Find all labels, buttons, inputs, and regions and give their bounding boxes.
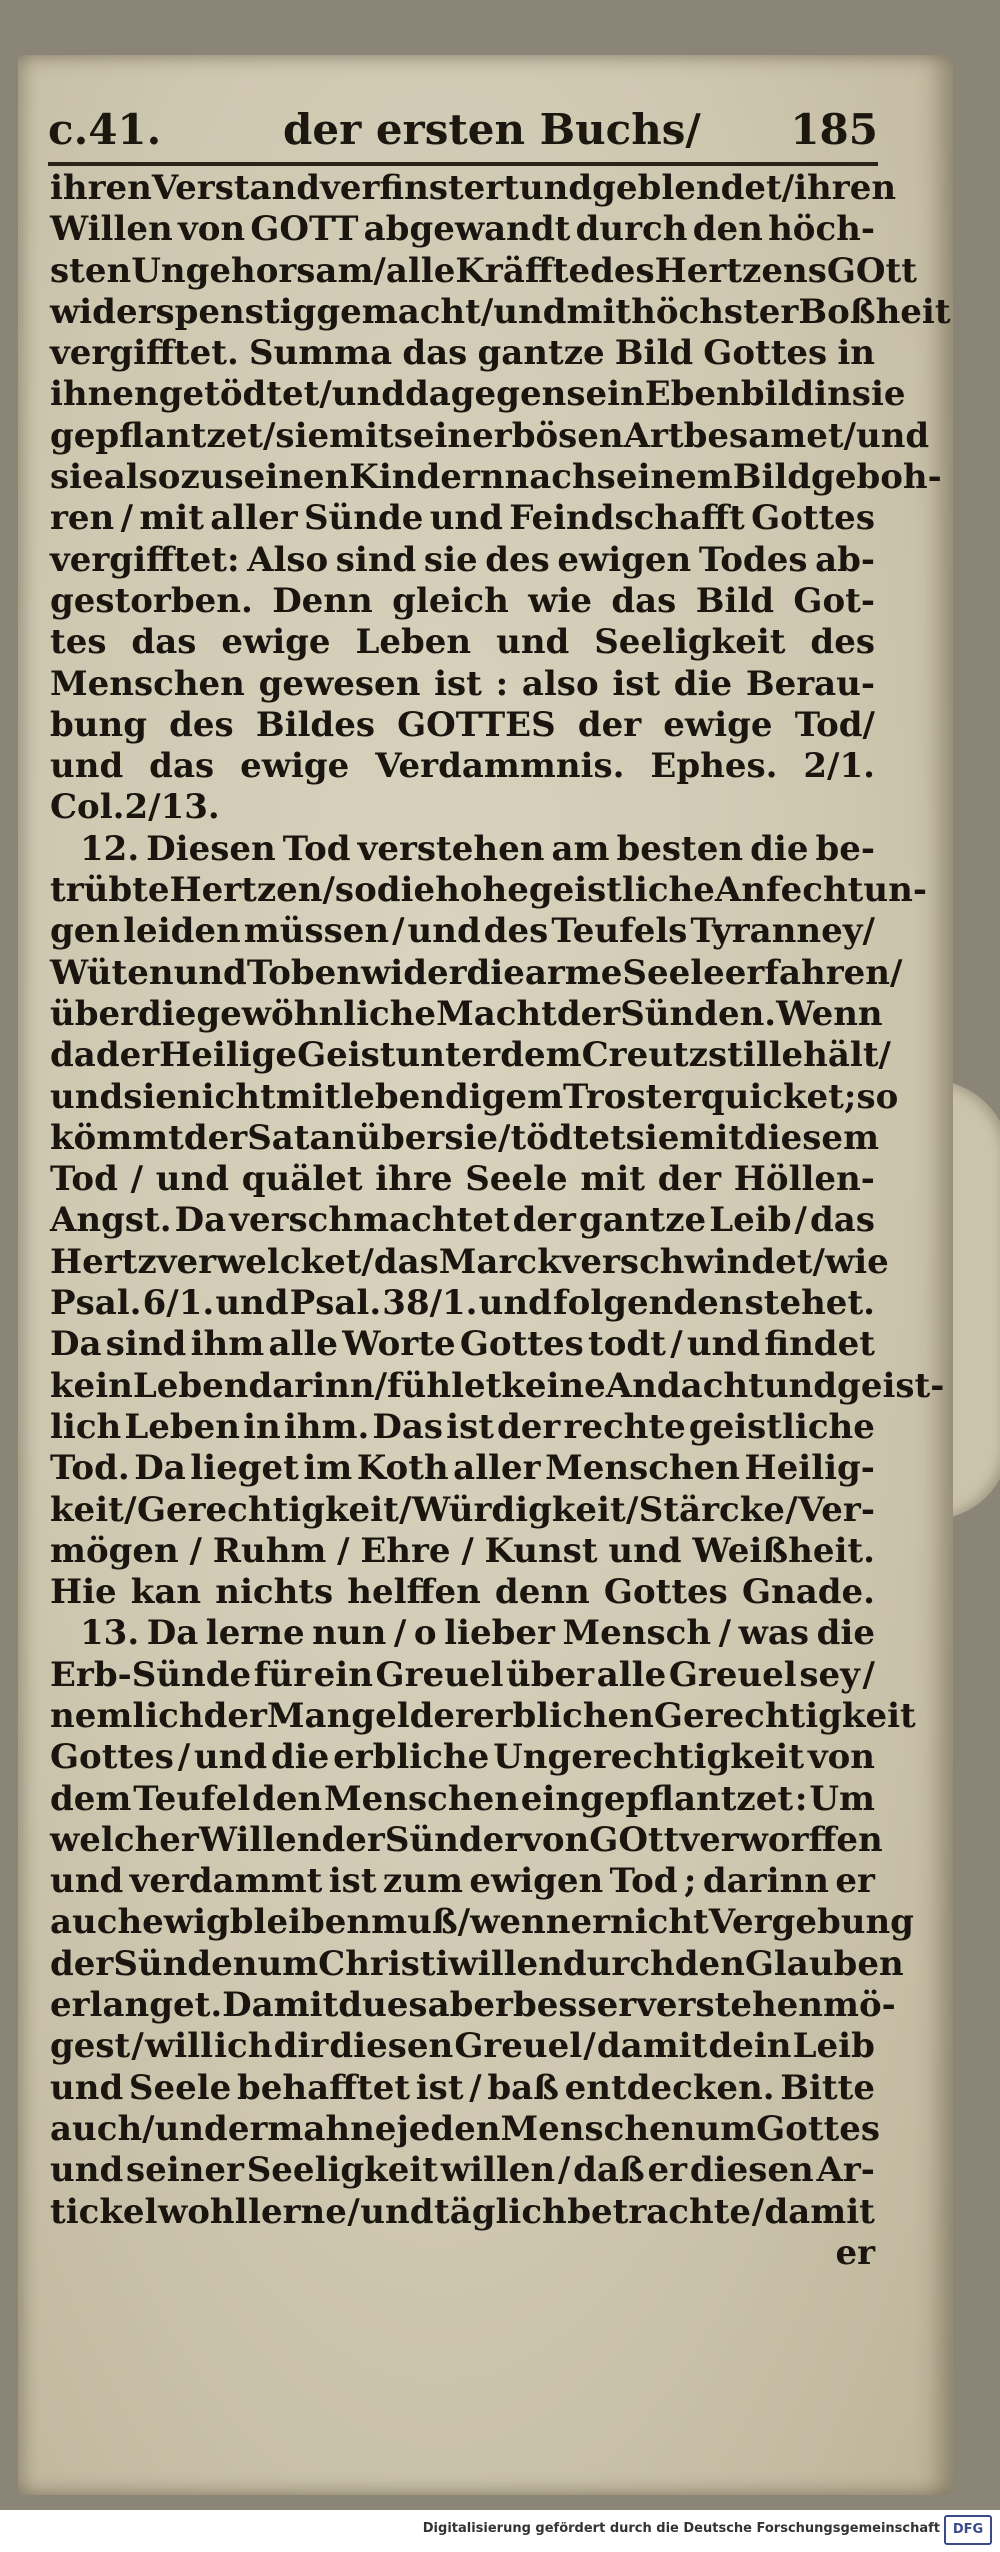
body-text bbox=[50, 168, 951, 2274]
text-line: sie also zu seinen Kindern nach seinem Bild geboh- bbox=[50, 457, 942, 498]
text-line: dem Teufel den Menschen eingepflantzet : Um bbox=[50, 1778, 875, 1819]
text-line: und das ewige Verdammnis. Ephes. 2/1. bbox=[50, 746, 875, 787]
text-line: trübte Hertzen / so die hohe geistliche Anfechtun- bbox=[50, 870, 927, 911]
text-line: vergifftet: Also sind sie des ewigen Todes ab- bbox=[50, 539, 875, 580]
text-line: auch ewig bleiben muß / wenn er nicht Vergebung bbox=[50, 1902, 914, 1943]
text-line: Tod. Da lieget im Koth aller Menschen Heilig- bbox=[50, 1448, 875, 1489]
text-line: vergifftet. Summa das gantze Bild Gottes in bbox=[50, 333, 875, 374]
text-line: widerspenstig gemacht / und mit höchster Boßheit bbox=[50, 291, 951, 332]
text-line: und seiner Seeligkeit willen / daß er diesen Ar- bbox=[50, 2150, 875, 2191]
text-line: tes das ewige Leben und Seeligkeit des bbox=[50, 622, 875, 663]
text-line: und Seele behafftet ist / baß entdecken. Bitte bbox=[50, 2067, 875, 2108]
text-line: Tod / und quälet ihre Seele mit der Höllen- bbox=[50, 1159, 875, 1200]
text-line: der Sünden um Christi willen durch den Glauben bbox=[50, 1943, 904, 1984]
text-line: Psal. 6/1. und Psal. 38/1. und folgenden stehet. bbox=[50, 1283, 875, 1324]
text-line: sten Ungehorsam/alle Kräffte des Hertzens GOtt bbox=[50, 250, 917, 291]
text-line: keit / Gerechtigkeit / Würdigkeit / Stärcke / Ver- bbox=[50, 1489, 875, 1530]
text-line: Hertz verwelcket / das Marck verschwindet / wie bbox=[50, 1241, 889, 1282]
text-line: erlanget. Damit du es aber besser verstehen mö- bbox=[50, 1985, 896, 2026]
text-line: gestorben. Denn gleich wie das Bild Got- bbox=[50, 580, 875, 621]
text-line: Wüten und Toben wider die arme Seele erfahren/ bbox=[50, 952, 903, 993]
footer-credit: Digitalisierung gefördert durch die Deutsche Forschungsgemeinschaft bbox=[422, 2521, 940, 2536]
text-line: 12. Diesen Tod verstehen am besten die be- bbox=[80, 828, 875, 869]
text-line: gepflantzet / sie mit seiner bösen Art besamet / und bbox=[50, 415, 930, 456]
text-line: und verdammt ist zum ewigen Tod ; darinn er bbox=[50, 1861, 875, 1902]
text-line: Willen von GOTT abgewandt durch den höch- bbox=[50, 209, 875, 250]
text-line: auch / und ermahne jeden Menschen um Gottes bbox=[50, 2108, 881, 2149]
text-line: lich Leben in ihm. Das ist der rechte geistliche bbox=[50, 1406, 875, 1447]
dfg-logo: DFG bbox=[944, 2515, 992, 2545]
text-line: nemlich der Mangel der erblichen Gerechtigkeit bbox=[50, 1695, 916, 1736]
text-line: gest / will ich dir diesen Greuel / damit dein Leib bbox=[50, 2026, 875, 2067]
text-line: ihren Verstand verfinstert und geblendet / ihren bbox=[50, 168, 897, 208]
text-line: ren / mit aller Sünde und Feindschafft Gottes bbox=[50, 498, 875, 539]
page-number: 185 bbox=[790, 105, 878, 154]
text-line: ihnen getödtet / und dagegen sein Ebenbild in sie bbox=[50, 374, 906, 415]
text-line: bung des Bildes GOTTES der ewige Tod/ bbox=[50, 704, 875, 745]
running-title: der ersten Buchs/ bbox=[283, 105, 701, 154]
section-marker: c.41. bbox=[48, 105, 162, 154]
text-line: Col. 2/13. bbox=[50, 787, 220, 828]
text-line: gen leiden müssen / und des Teufels Tyranney/ bbox=[50, 911, 875, 952]
text-line: Erb-Sünde für ein Greuel über alle Greuel sey / bbox=[50, 1654, 875, 1695]
text-line: Hie kan nichts helffen denn Gottes Gnade. bbox=[50, 1572, 875, 1613]
text-line: kein Leben darinn / fühlet keine Andacht und geist- bbox=[50, 1365, 945, 1406]
text-line: Menschen gewesen ist : also ist die Berau- bbox=[50, 663, 875, 704]
text-line: kömmt der Satan über sie / tödtet sie mit diesem bbox=[50, 1117, 880, 1158]
header-rule bbox=[48, 162, 878, 166]
text-line: über die gewöhnliche Macht der Sünden. Wenn bbox=[50, 993, 883, 1034]
text-line: welcher Willen der Sünder von GOtt verworffen bbox=[50, 1819, 883, 1860]
page-header bbox=[48, 105, 878, 165]
text-line: Gottes / und die erbliche Ungerechtigkeit von bbox=[50, 1737, 875, 1778]
catchword: er bbox=[835, 2232, 875, 2273]
text-line: Angst. Da verschmachtet der gantze Leib / das bbox=[50, 1200, 875, 1241]
text-line: 13. Da lerne nun / o lieber Mensch / was die bbox=[80, 1613, 875, 1654]
text-line: und sie nicht mit lebendigem Trost erquicket ; so bbox=[50, 1076, 899, 1117]
text-line: da der Heilige Geist unter dem Creutz stille hält / bbox=[50, 1035, 891, 1076]
text-line: tickel wohl lerne / und täglich betrachte / damit bbox=[50, 2191, 875, 2232]
text-line: Da sind ihm alle Worte Gottes todt / und findet bbox=[50, 1324, 875, 1365]
text-line: mögen / Ruhm / Ehre / Kunst und Weißheit. bbox=[50, 1530, 875, 1571]
